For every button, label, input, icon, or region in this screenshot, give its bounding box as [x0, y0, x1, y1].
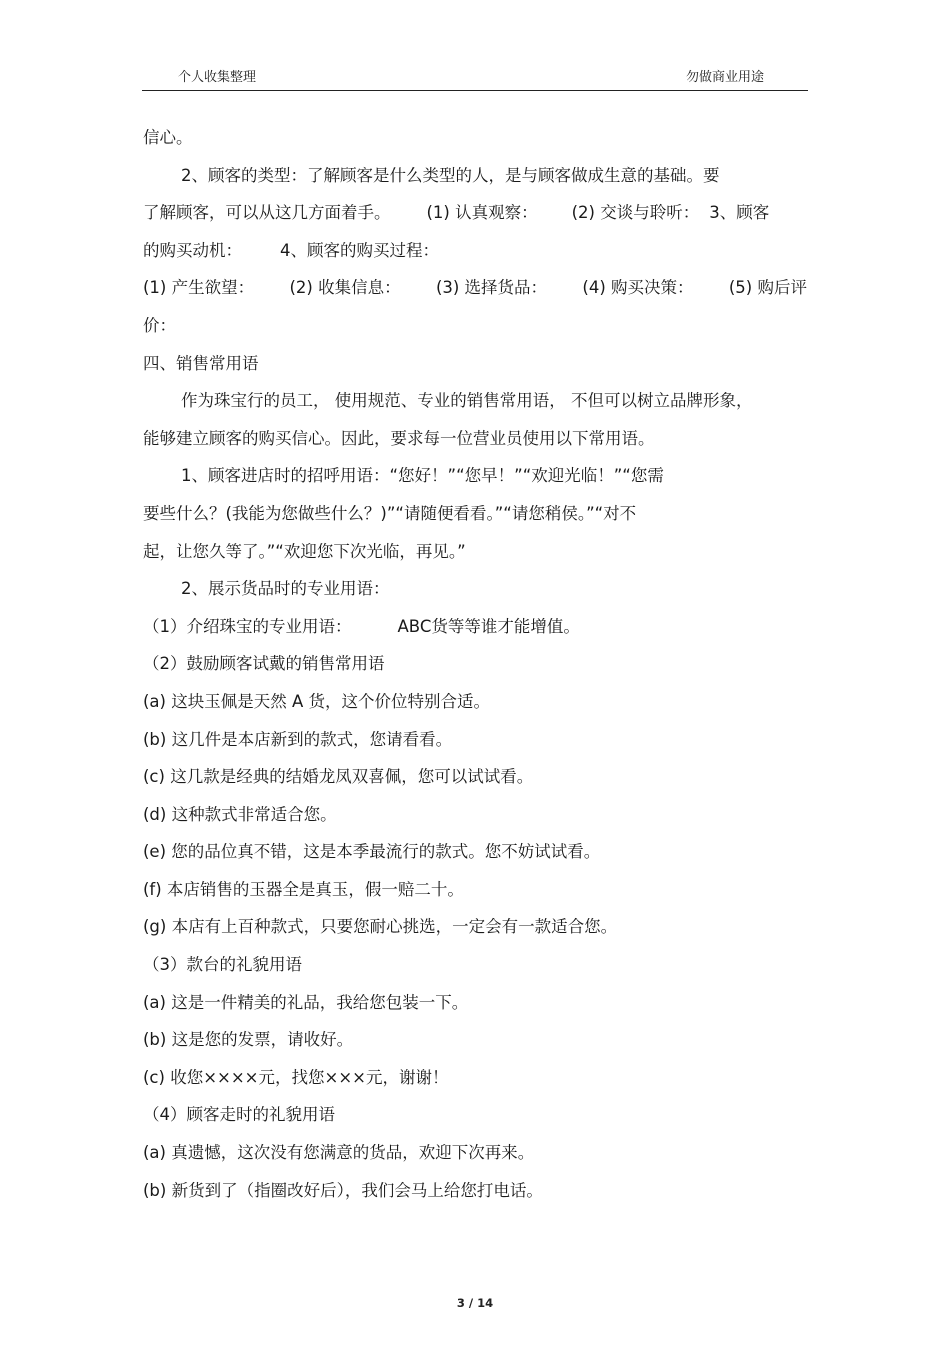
text-span: 了解顾客，可以从这几方面着手。	[143, 203, 391, 223]
text-line: 1、顾客进店时的招呼用语：“您好！”“您早！”“欢迎光临！”“您需	[181, 466, 664, 486]
page-number: 3 / 14	[456, 1296, 494, 1310]
list-item: (c) 这几款是经典的结婚龙凤双喜佩，您可以试试看。	[143, 767, 534, 787]
list-item: (a) 这块玉佩是天然 A 货，这个价位特别合适。	[143, 691, 491, 711]
list-item: (b) 新货到了（指圈改好后），我们会马上给您打电话。	[143, 1180, 543, 1200]
text-span: (3) 选择货品：	[435, 278, 548, 298]
list-item: (b) 这是您的发票，请收好。	[143, 1030, 354, 1050]
list-item: (d) 这种款式非常适合您。	[143, 804, 337, 824]
text-span: (2) 收集信息：	[289, 278, 401, 298]
text-line: 作为珠宝行的员工， 使用规范、专业的销售常用语， 不但可以树立品牌形象，	[181, 391, 753, 411]
text-span: ABC货等等谁才能增值。	[397, 616, 580, 636]
section-heading: 四、销售常用语	[143, 353, 259, 373]
text-span: (1) 产生欲望：	[143, 278, 255, 298]
text-line: （3）款台的礼貌用语	[143, 955, 302, 975]
header-left-text: 个人收集整理	[178, 70, 257, 85]
text-span: 4、顾客的购买过程：	[280, 240, 439, 260]
text-line: 价：	[143, 315, 176, 335]
text-span: 的购买动机：	[143, 240, 242, 260]
text-span: (5) 购后评	[728, 278, 807, 298]
text-span: （1）介绍珠宝的专业用语：	[143, 616, 352, 636]
document-body	[143, 124, 807, 1214]
list-item: (b) 这几件是本店新到的款式，您请看看。	[143, 729, 453, 749]
list-item: (a) 这是一件精美的礼品，我给您包装一下。	[143, 992, 469, 1012]
list-item: (e) 您的品位真不错，这是本季最流行的款式。您不妨试试看。	[143, 842, 601, 862]
text-line	[143, 274, 807, 312]
list-item: (c) 收您××××元，找您×××元，谢谢！	[143, 1067, 449, 1087]
header-right-text: 勿做商业用途	[685, 70, 764, 85]
text-line: 2、展示货品时的专业用语：	[181, 579, 390, 599]
text-span: (2) 交谈与聆听：	[571, 203, 700, 223]
text-line: 2、顾客的类型：了解顾客是什么类型的人，是与顾客做成生意的基础。要	[181, 165, 720, 185]
text-line: 要些什么？(我能为您做些什么？)”“请随便看看。”“请您稍侯。”“对不	[143, 503, 637, 523]
text-line: 信心。	[143, 128, 193, 147]
text-line	[143, 237, 807, 275]
list-item: (a) 真遗憾，这次没有您满意的货品，欢迎下次再来。	[143, 1143, 535, 1163]
text-line: （4）顾客走时的礼貌用语	[143, 1105, 335, 1125]
text-span: 3、顾客	[709, 203, 770, 223]
text-line	[143, 613, 807, 651]
text-line	[143, 199, 807, 237]
text-line: （2）鼓励顾客试戴的销售常用语	[143, 654, 385, 674]
list-item: (f) 本店销售的玉器全是真玉，假一赔二十。	[143, 879, 464, 899]
text-line: 起，让您久等了。”“欢迎您下次光临，再见。”	[143, 541, 466, 561]
text-span: (1) 认真观察：	[426, 203, 538, 223]
text-line: 能够建立顾客的购买信心。因此，要求每一位营业员使用以下常用语。	[143, 428, 655, 448]
page-header	[142, 66, 808, 91]
list-item: (g) 本店有上百种款式，只要您耐心挑选，一定会有一款适合您。	[143, 917, 618, 937]
text-span: (4) 购买决策：	[582, 278, 694, 298]
